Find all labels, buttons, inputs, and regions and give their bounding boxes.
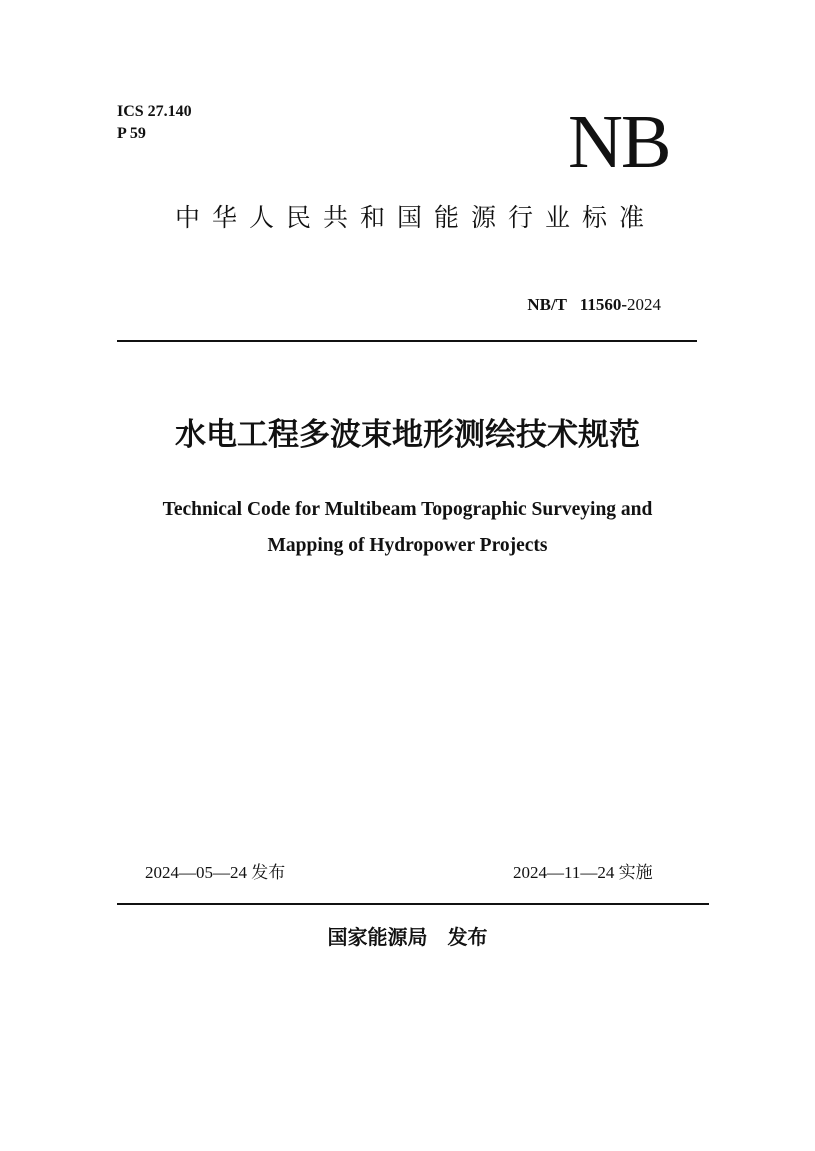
title-en-line-1: Technical Code for Multibeam Topographic Surveying and (162, 499, 653, 520)
ics-code: ICS 27.140 (117, 103, 192, 120)
document-title-en (0, 492, 815, 564)
publisher: 国家能源局 发布 (327, 925, 488, 949)
implementation-date: 2024—11—24 实施 (513, 863, 653, 882)
title-en-line-2: Mapping of Hydropower Projects (267, 535, 548, 556)
document-title-cn: 水电工程多波束地形测绘技术规范 (175, 417, 640, 453)
ccs-code: P 59 (117, 125, 146, 142)
bottom-divider (117, 903, 709, 905)
issue-date: 2024—05—24 发布 (145, 863, 286, 882)
standard-separator: - (621, 295, 627, 314)
standard-code: 11560 (579, 295, 622, 314)
standard-number (527, 292, 661, 318)
top-divider (117, 340, 697, 342)
country-standard-title: 中华人民共和国能源行业标准 (174, 203, 656, 232)
classification-codes (117, 101, 192, 145)
standard-prefix: NB/T (527, 295, 568, 314)
nb-logo: NB (568, 100, 670, 184)
standard-year: 2024 (627, 295, 661, 314)
